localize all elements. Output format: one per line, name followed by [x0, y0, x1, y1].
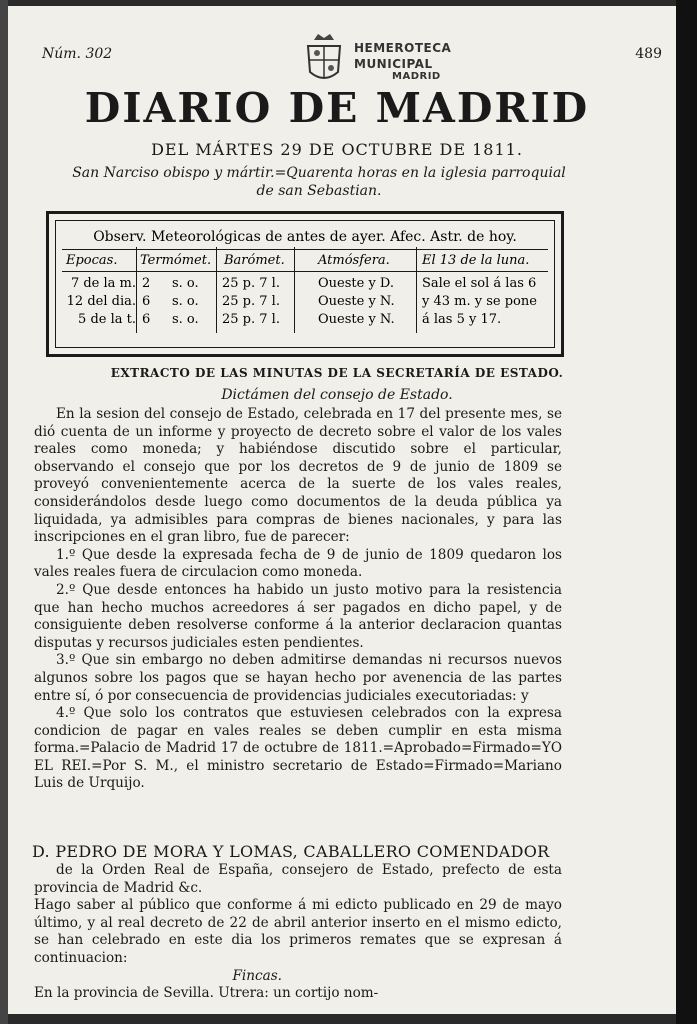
notice-fincas: Fincas. — [232, 967, 282, 984]
notice-heading-cont: de la Orden Real de España, consejero de Estado, prefecto de esta provincia de Madrid &c. — [34, 862, 562, 896]
stamp-line: MADRID — [392, 71, 441, 82]
article-item: 3.º Que sin embargo no deben admitirse demandas ni recursos nuevos algunos sobre los pagos que se hayan hecho por avenencia de las partes entre sí, ó por consecuencia de providencias judiciales executoriadas: y — [34, 652, 562, 704]
weather-epocas — [62, 275, 136, 329]
article-paragraph: En la sesion del consejo de Estado, celebrada en 17 del presente mes, se dió cuenta de un informe y proyecto de decreto sobre el valor de los vales reales como moneda; y habiéndose discutido sobre el particular, observando el consejo que por los decretos de 9 de junio de 1809 se proveyó convenientemente acerca de la suerte de los vales reales, considerándolos desde luego como documentos de la deuda pública ya liquidada, ya admisibles para compras de bienes nacionales, y para las inscripciones en el gran libro, fue de parecer: — [34, 406, 562, 546]
weather-cell: s. o. — [172, 276, 199, 291]
article-item: 2.º Que desde entonces ha habido un justo motivo para la resistencia que han hecho muchos acreedores á ser pagados en dicho papel, y de consiguiente deben resolverse conforme á la anterior declaracion quantas disputas y recursos judiciales esten pendientes. — [34, 581, 562, 651]
section-title: EXTRACTO DE LAS MINUTAS DE LA SECRETARÍA DE ESTADO. — [110, 366, 564, 380]
notice-heading: D. PEDRO DE MORA Y LOMAS, CABALLERO COMENDADOR — [32, 842, 550, 861]
weather-divider — [136, 247, 137, 333]
weather-cell: s. o. — [172, 294, 199, 309]
weather-cell: Oueste y N. — [318, 312, 395, 327]
weather-cell: á las 5 y 17. — [422, 312, 502, 327]
library-seal-icon — [294, 28, 354, 88]
article-body — [34, 406, 562, 793]
weather-title: Observ. Meteorológicas de antes de ayer. Afec. Astr. de hoy. — [93, 229, 517, 245]
weather-cell: 6 — [142, 294, 151, 309]
weather-divider — [416, 247, 417, 333]
page-left-edge — [0, 0, 8, 1024]
issue-date: DEL MÁRTES 29 DE OCTUBRE DE 1811. — [151, 140, 523, 159]
weather-cell: s. o. — [172, 312, 199, 327]
weather-header: Atmósfera. — [318, 253, 390, 268]
weather-header: Epocas. — [66, 253, 118, 268]
newspaper-title: DIARIO DE MADRID — [84, 84, 590, 132]
page-number: 489 — [635, 46, 662, 62]
weather-header: El 13 de la luna. — [422, 253, 530, 268]
weather-table-inner — [55, 220, 555, 348]
weather-cell: 25 p. 7 l. — [222, 276, 280, 291]
saint-line: de san Sebastian. — [256, 183, 382, 199]
notice-last-line: En la provincia de Sevilla. Utrera: un cortijo nom- — [34, 985, 379, 1002]
weather-cell: 5 de la t. — [78, 312, 136, 327]
library-stamp-text — [354, 40, 451, 82]
weather-divider — [216, 247, 217, 333]
weather-cell: y 43 m. y se pone — [422, 294, 537, 309]
weather-cell: Oueste y N. — [318, 294, 395, 309]
weather-cell: 6 — [142, 312, 151, 327]
saint-line: San Narciso obispo y mártir.=Quarenta horas en la iglesia parroquial — [72, 165, 566, 181]
stamp-line: HEMEROTECA — [354, 41, 452, 55]
weather-header: Barómet. — [224, 253, 285, 268]
weather-atm — [318, 275, 395, 329]
weather-cell: 25 p. 7 l. — [222, 312, 280, 327]
notice-body — [34, 862, 562, 1003]
issue-number: Núm. 302 — [42, 46, 113, 62]
article-item: 4.º Que solo los contratos que estuviesen celebrados con la expresa condicion de pagar en vales reales se deben cumplir en esta misma forma.=Palacio de Madrid 17 de octubre de 1811.=Aprobado=Firmado=YO EL REI.=Por S. M., el ministro secretario de Estado=Firmado=Mariano Luis de Urquijo. — [34, 705, 562, 792]
weather-luna — [422, 275, 537, 329]
weather-divider — [294, 247, 295, 333]
weather-cell: 25 p. 7 l. — [222, 294, 280, 309]
article-item: 1.º Que desde la expresada fecha de 9 de junio de 1809 quedaron los vales reales fuera de circulacion como moneda. — [34, 546, 562, 581]
page-right-edge — [676, 0, 697, 1024]
weather-baro — [222, 275, 280, 329]
weather-cell: Sale el sol á las 6 — [422, 276, 537, 291]
weather-cell: Oueste y D. — [318, 276, 395, 291]
weather-cell: 7 de la m. — [70, 276, 136, 291]
newspaper-page — [8, 6, 676, 1014]
weather-term-signs — [172, 275, 199, 329]
article-subtitle: Dictámen del consejo de Estado. — [221, 387, 453, 403]
weather-rule — [62, 271, 548, 272]
weather-rule — [62, 249, 548, 250]
saint-of-day — [54, 164, 584, 200]
weather-table — [46, 211, 564, 357]
stamp-line: MUNICIPAL — [354, 57, 433, 71]
weather-cell: 2 — [142, 276, 151, 291]
weather-term-values — [142, 275, 150, 329]
weather-cell: 12 del dia. — [66, 294, 136, 309]
weather-header: Termómet. — [140, 253, 212, 268]
notice-paragraph: Hago saber al público que conforme á mi edicto publicado en 29 de mayo último, y al real decreto de 22 de abril anterior inserto en el mismo edicto, se han celebrado en este dia los primeros remates que se expresan á continuacion: — [34, 897, 562, 966]
